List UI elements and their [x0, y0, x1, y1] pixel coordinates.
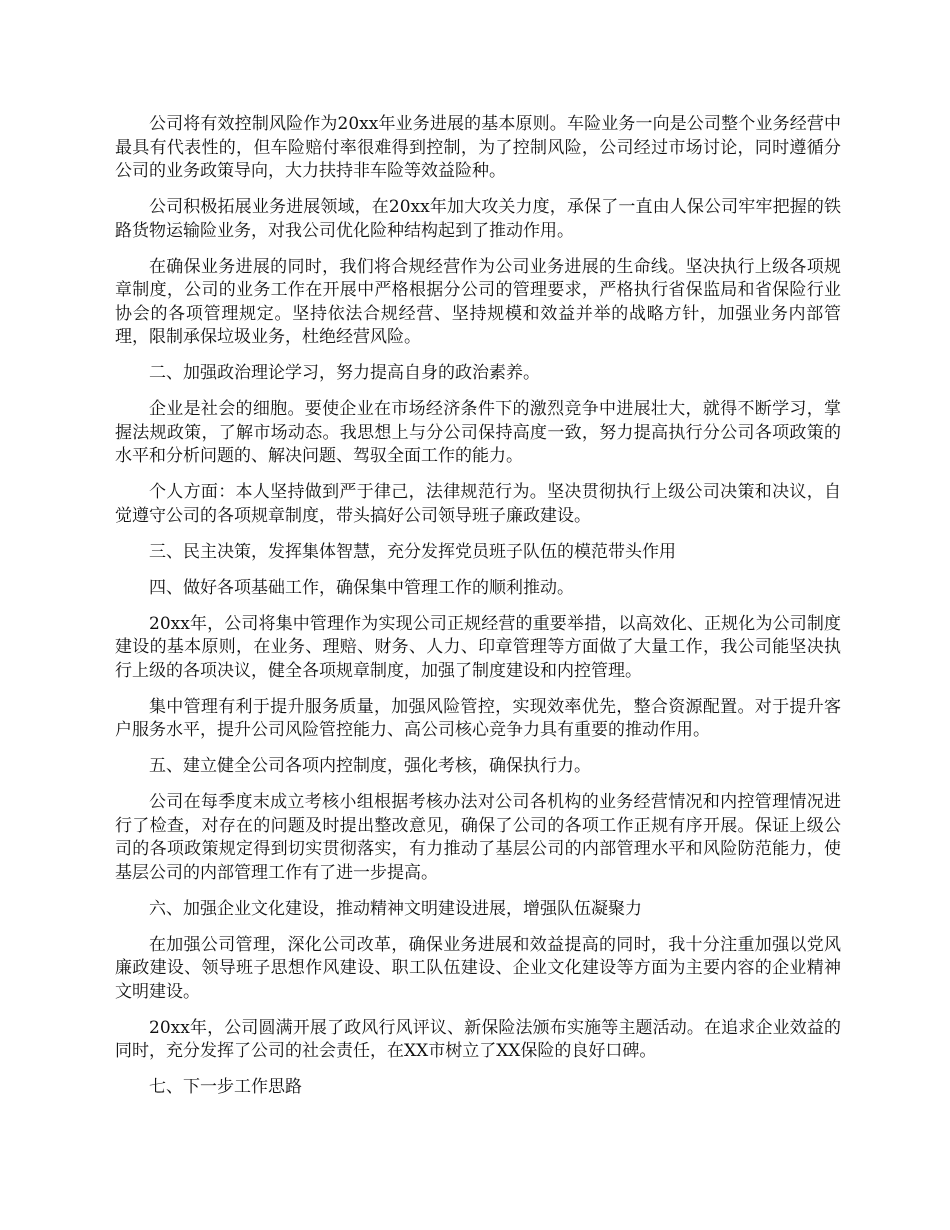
paragraph-personal: 个人方面：本人坚持做到严于律己，法律规范行为。坚决贯彻执行上级公司决策和决议，自觉遵守公司的各项规章制度，带头搞好公司领导班子廉政建设。 [115, 482, 841, 526]
paragraph-quarterly-review: 公司在每季度末成立考核小组根据考核办法对公司各机构的业务经营情况和内控管理情况进行了检查，对存在的问题及时提出整改意见，确保了公司的各项工作正规有序开展。保证上级公司的各项政策规定得到切实贯彻落实，有力推动了基层公司的内部管理水平和风险防范能力，使基层公司的内部管理工作有了进一步提高。 [115, 792, 841, 883]
section-heading-2: 二、加强政治理论学习，努力提高自身的政治素养。 [149, 363, 540, 383]
paragraph-risk-control: 公司将有效控制风险作为20xx年业务进展的基本原则。车险业务一向是公司整个业务经营中最具有代表性的，但车险赔付率很难得到控制，为了控制风险，公司经过市场讨论，同时遵循分公司的业务政策导向，大力扶持非车险等效益险种。 [115, 114, 841, 181]
section-heading-5: 五、建立健全公司各项内控制度，强化考核，确保执行力。 [149, 756, 591, 776]
paragraph-compliance: 在确保业务进展的同时，我们将合规经营作为公司业务进展的生命线。坚决执行上级各项规章制度，公司的业务工作在开展中严格根据分公司的管理要求，严格执行省保监局和省保险行业协会的各项管理规定。坚持依法合规经营、坚持规模和效益并举的战略方针，加强业务内部管理，限制承保垃圾业务，杜绝经营风险。 [115, 256, 841, 347]
document-body [115, 113, 841, 1112]
paragraph-culture: 在加强公司管理，深化公司改革，确保业务进展和效益提高的同时，我十分注重加强以党风廉政建设、领导班子思想作风建设、职工队伍建设、企业文化建设等方面为主要内容的企业精神文明建设。 [115, 934, 841, 1002]
section-heading-4: 四、做好各项基础工作，确保集中管理工作的顺利推动。 [149, 577, 574, 598]
paragraph-centralized-management: 20xx年，公司将集中管理作为实现公司正规经营的重要举措，以高效化、正规化为公司制度建设的基本原则，在业务、理赔、财务、人力、印章管理等方面做了大量工作，我公司能坚决执行上级的各项决议，健全各项规章制度，加强了制度建设和内控管理。 [115, 613, 841, 681]
section-heading-3: 三、民主决策，发挥集体智慧，充分发挥党员班子队伍的模范带头作用 [149, 541, 676, 562]
section-heading-7: 七、下一步工作思路 [149, 1077, 302, 1097]
paragraph-enterprise-cell: 企业是社会的细胞。要使企业在市场经济条件下的激烈竞争中进展壮大，就得不断学习，掌握法规政策，了解市场动态。我思想上与分公司保持高度一致，努力提高执行分公司各项政策的水平和分析问题的、解决问题、驾驭全面工作的能力。 [115, 399, 841, 466]
paragraph-activities: 20xx年，公司圆满开展了政风行风评议、新保险法颁布实施等主题活动。在追求企业效益的同时，充分发挥了公司的社会责任，在XX市树立了XX保险的良好口碑。 [115, 1017, 841, 1061]
paragraph-business-expansion: 公司积极拓展业务进展领域，在20xx年加大攻关力度，承保了一直由人保公司牢牢把握的铁路货物运输险业务，对我公司优化险种结构起到了推动作用。 [115, 197, 841, 241]
section-heading-6: 六、加强企业文化建设，推动精神文明建设进展，增强队伍凝聚力 [149, 898, 642, 919]
paragraph-service-quality: 集中管理有利于提升服务质量，加强风险管控，实现效率优先，整合资源配置。对于提升客户服务水平，提升公司风险管控能力、高公司核心竞争力具有重要的推动作用。 [115, 696, 841, 740]
